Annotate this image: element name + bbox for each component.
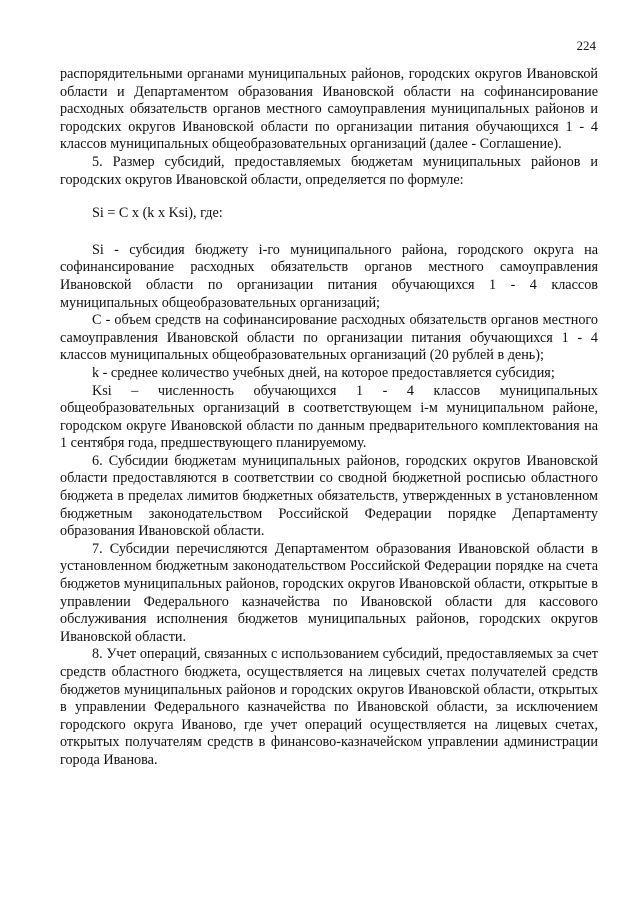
paragraph-7: 7. Субсидии перечисляются Департаментом образования Ивановской области в установленном бюджетным законодательством Российской Федерации порядке на счета бюджетов муниципальных районов, городских округов Ивановской области, открытые в управлении Федерального казначейства по Ивановской области для кассового обслуживания исполнения бюджетов муниципальных районов, городских округов Ивановской области. <box>60 540 598 645</box>
document-body <box>60 66 598 770</box>
definition-c: C - объем средств на софинансирование расходных обязательств органов местного самоуправления Ивановской области по организации питания обучающихся 1 - 4 классов муниципальных общеобразовательных организаций (20 рублей в день); <box>60 312 598 364</box>
definition-si: Si - субсидия бюджету i-го муниципального района, городского округа на софинансирование расходных обязательств органов местного самоуправления Ивановской области по организации питания обучающихся 1 - 4 классов муниципальных общеобразовательных организаций; <box>60 241 598 311</box>
paragraph-5: 5. Размер субсидий, предоставляемых бюджетам муниципальных районов и городских округов Ивановской области, определяется по формуле: <box>60 153 598 188</box>
definition-k: k - среднее количество учебных дней, на которое предоставляется субсидия; <box>92 364 555 381</box>
paragraph-continuation: распорядительными органами муниципальных районов, городских округов Ивановской области и Департаментом образования Ивановской области на софинансирование расходных обязательств органов местного самоуправления муниципальных районов и городских округов Ивановской области по организации питания обучающихся 1 - 4 классов муниципальных общеобразовательных организаций (далее - Соглашение). <box>60 66 598 153</box>
paragraph-6: 6. Субсидии бюджетам муниципальных районов, городских округов Ивановской области предоставляются в соответствии со сводной бюджетной росписью областного бюджета в пределах лимитов бюджетных обязательств, утвержденных в установленном бюджетным законодательством Российской Федерации порядке Департаменту образования Ивановской области. <box>60 452 598 540</box>
paragraph-8: 8. Учет операций, связанных с использованием субсидий, предоставляемых за счет средств областного бюджета, осуществляется на лицевых счетах получателей средств бюджетов муниципальных районов и городских округов Ивановской области, открытых в управлении Федерального казначейства по Ивановской области, за исключением городского округа Иваново, где учет операций осуществляется на лицевых счетах, открытых получателям средств в финансово-казначейском управлении администрации города Иванова. <box>60 646 598 768</box>
definition-ksi: Ksi – численность обучающихся 1 - 4 классов муниципальных общеобразовательных организаций в соответствующем i-м муниципальном районе, городском округе Ивановской области по данным предварительного комплектования на 1 сентября года, предшествующего планируемому. <box>60 382 598 452</box>
page-number: 224 <box>576 38 596 53</box>
formula: Si = C x (k x Ksi), где: <box>92 205 223 222</box>
